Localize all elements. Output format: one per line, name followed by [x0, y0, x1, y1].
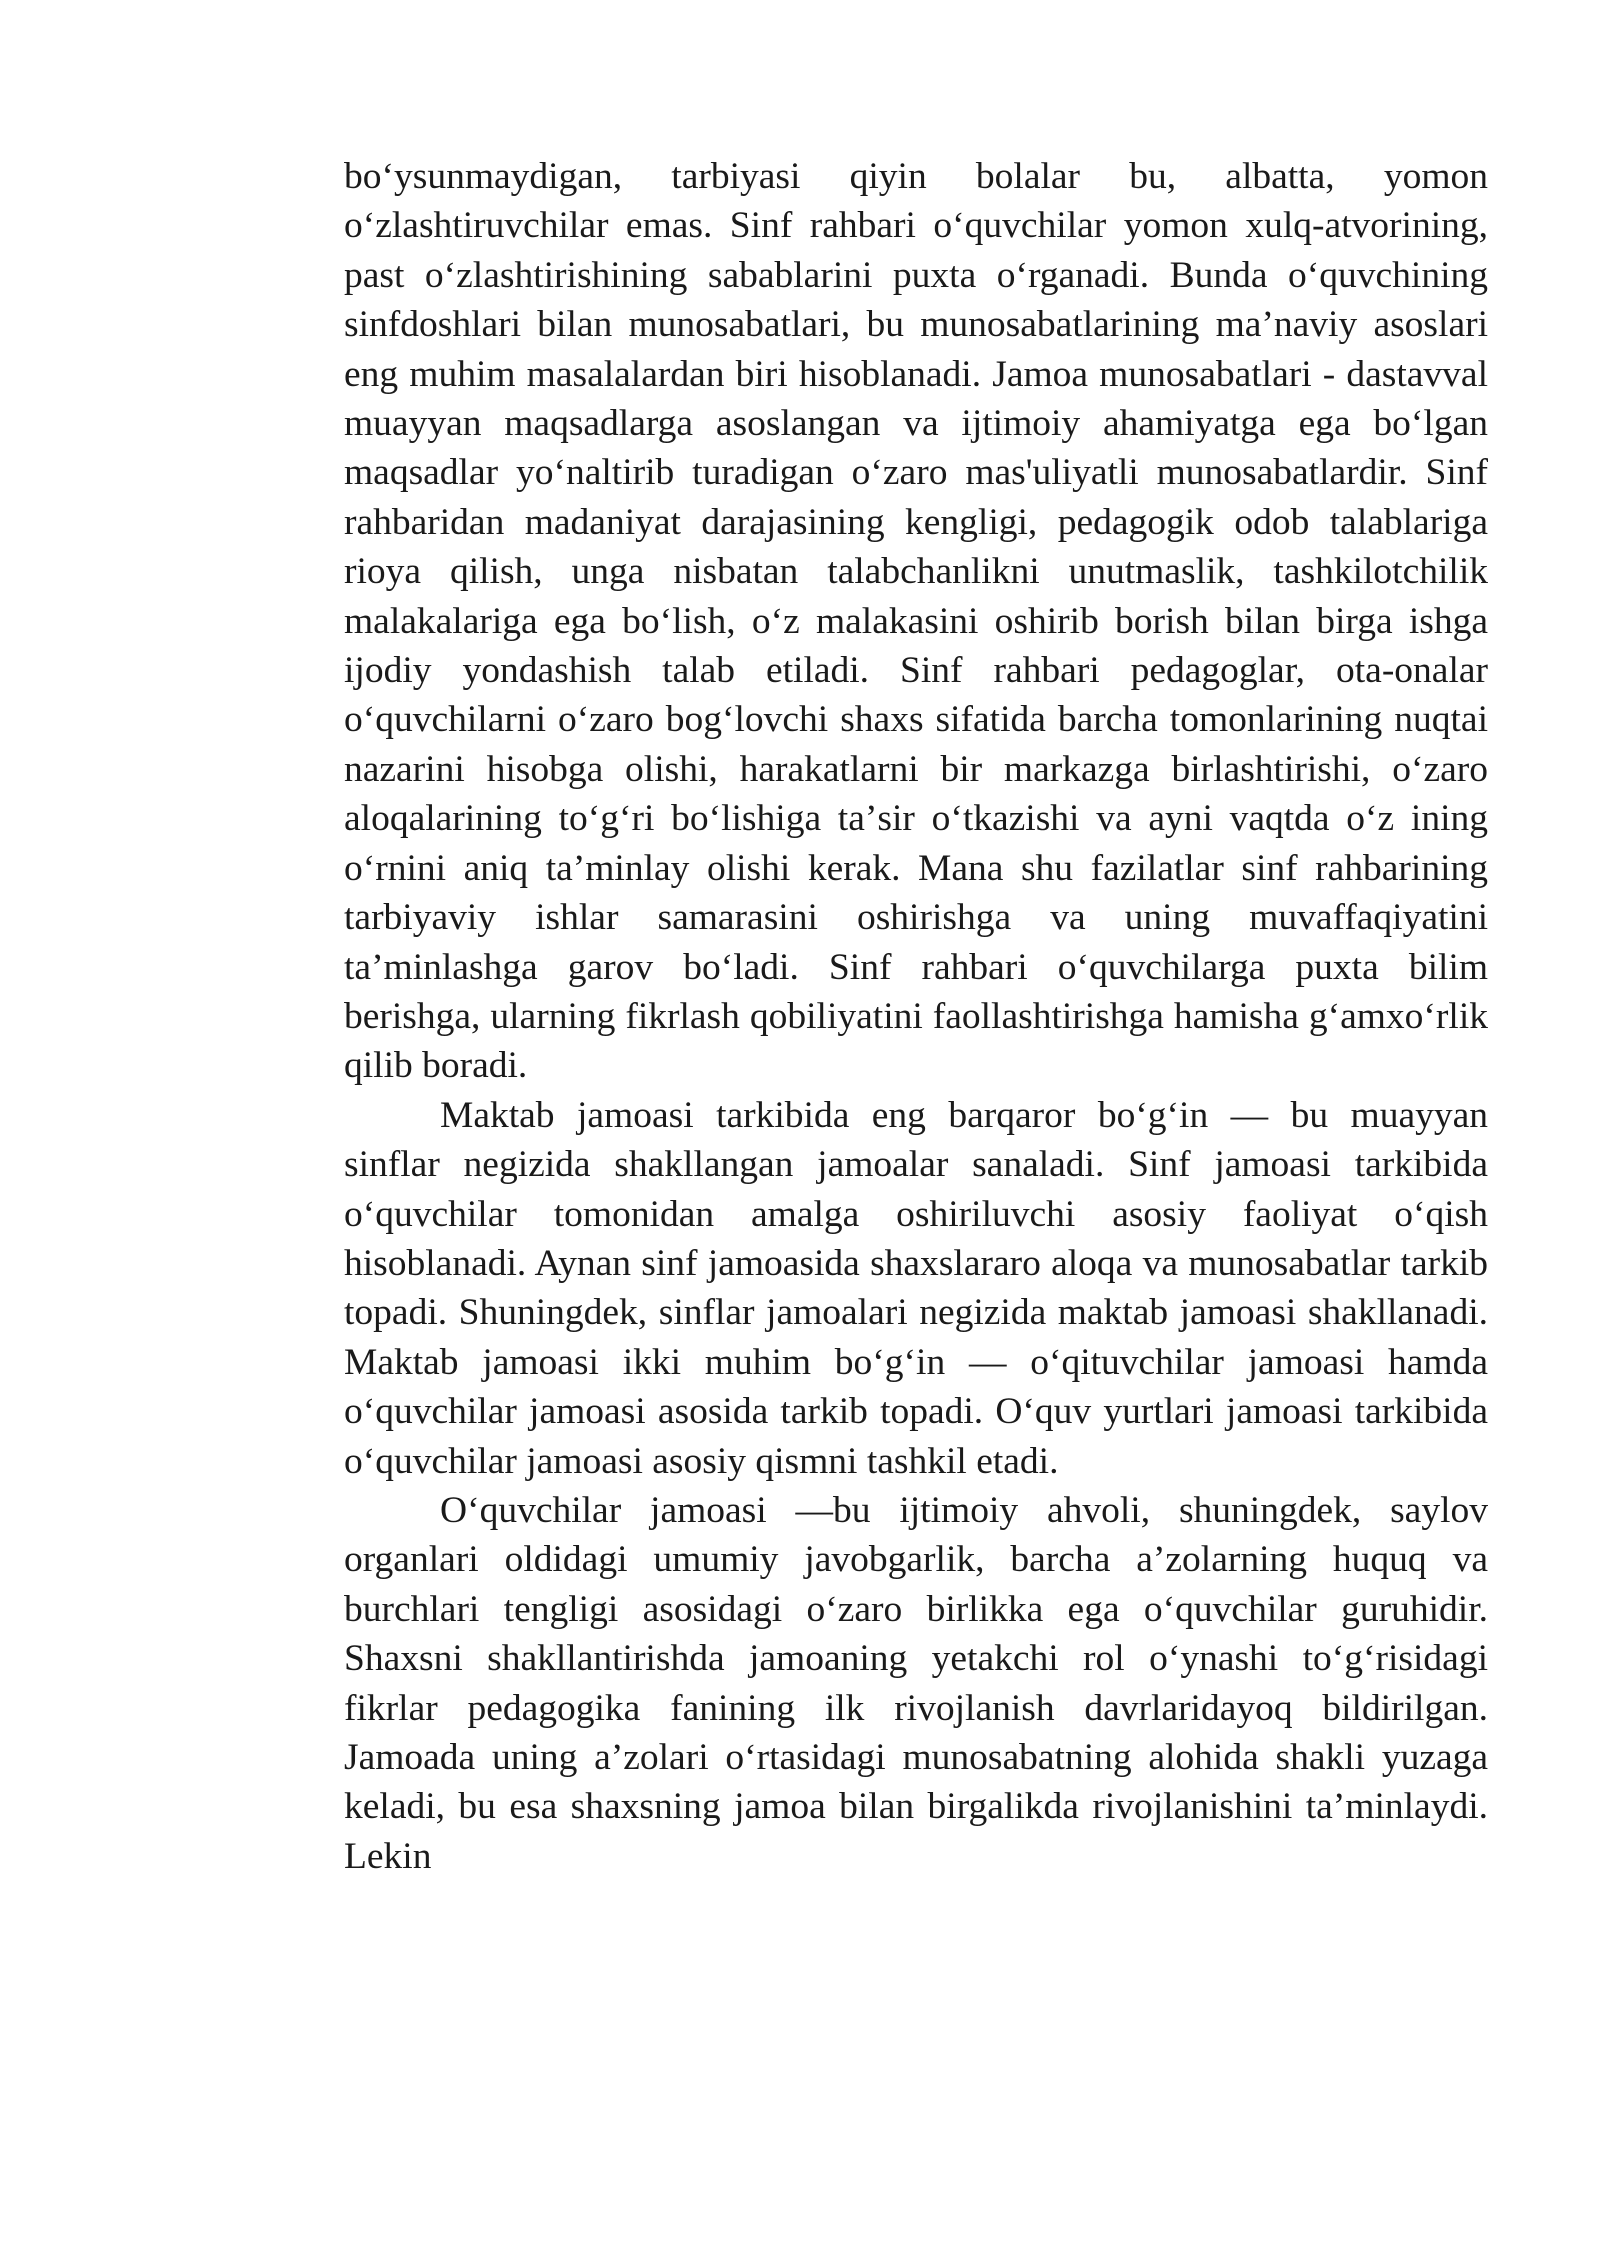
- body-text: [344, 152, 1488, 1881]
- paragraph-2: Maktab jamoasi tarkibida eng barqaror boʻgʻin — bu muayyan sinflar negizida shakllangan jamoalar sanaladi. Sinf jamoasi tarkibida oʻquvchilar tomonidan amalga oshiriluvchi asosiy faoliyat oʻqish hisoblanadi. Aynan sinf jamoasida shaxslararo aloqa va munosabatlar tarkib topadi. Shuningdek, sinflar jamoalari negizida maktab jamoasi shakllanadi. Maktab jamoasi ikki muhim boʻgʻin — oʻqituvchilar jamoasi hamda oʻquvchilar jamoasi asosida tarkib topadi. Oʻquv yurtlari jamoasi tarkibida oʻquvchilar jamoasi asosiy qismni tashkil etadi.: [344, 1094, 1488, 1482]
- paragraph-3: Oʻquvchilar jamoasi —bu ijtimoiy ahvoli, shuningdek, saylov organlari oldidagi umumiy javobgarlik, barcha aʼzolarning huquq va burchlari tengligi asosidagi oʻzaro birlikka ega oʻquvchilar guruhidir. Shaxsni shakllantirishda jamoaning yetakchi rol oʻynashi toʻgʻrisidagi fikrlar pedagogika fanining ilk rivojlanish davrlaridayoq bildirilgan. Jamoada uning aʼzolari oʻrtasidagi munosabatning alohida shakli yuzaga keladi, bu esa shaxsning jamoa bilan birgalikda rivojlanishini taʼminlaydi. Lekin: [344, 1489, 1488, 1877]
- paragraph-1: boʻysunmaydigan, tarbiyasi qiyin bolalar bu, albatta, yomon oʻzlashtiruvchilar emas. Sinf rahbari oʻquvchilar yomon xulq-atvorining, past oʻzlashtirishining sabablarini puxta oʻrganadi. Bunda oʻquvchining sinfdoshlari bilan munosabatlari, bu munosabatlarining maʼnaviy asoslari eng muhim masalalardan biri hisoblanadi. Jamoa munosabatlari - dastavval muayyan maqsadlarga asoslangan va ijtimoiy ahamiyatga ega boʻlgan maqsadlar yoʻnaltirib turadigan oʻzaro mas'uliyatli munosabatlardir. Sinf rahbaridan madaniyat darajasining kengligi, pedagogik odob talablariga rioya qilish, unga nisbatan talabchanlikni unutmaslik, tashkilotchilik malakalariga ega boʻlish, oʻz malakasini oshirib borish bilan birga ishga ijodiy yondashish talab etiladi. Sinf rahbari pedagoglar, ota-onalar oʻquvchilarni oʻzaro bogʻlovchi shaxs sifatida barcha tomonlarining nuqtai nazarini hisobga olishi, harakatlarni bir markazga birlashtirishi, oʻzaro aloqalarining toʻgʻri boʻlishiga taʼsir oʻtkazishi va ayni vaqtda oʻz ining oʻrnini aniq taʼminlay olishi kerak. Mana shu fazilatlar sinf rahbarining tarbiyaviy ishlar samarasini oshirishga va uning muvaffaqiyatini taʼminlashga garov boʻladi. Sinf rahbari oʻquvchilarga puxta bilim berishga, ularning fikrlash qobiliyatini faollashtirishga hamisha gʻamxoʻrlik qilib boradi.: [344, 156, 1488, 1087]
